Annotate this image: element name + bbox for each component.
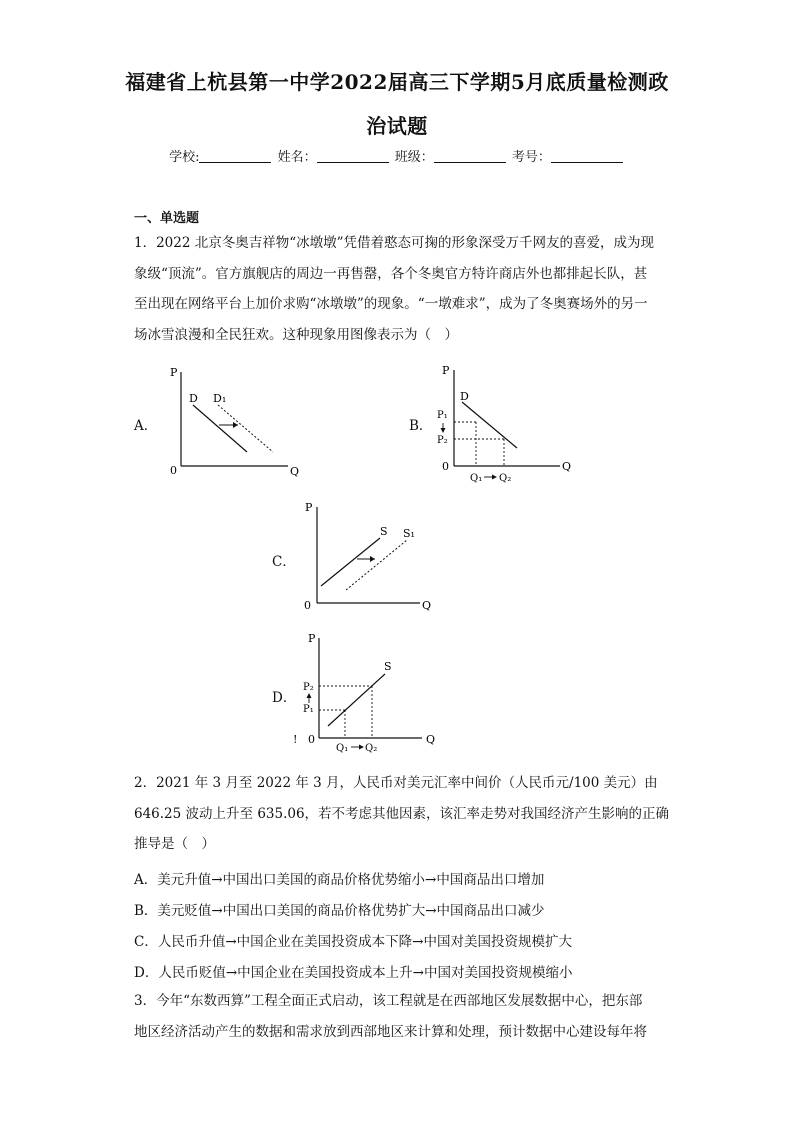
graph-b-p2-label: P₂ <box>437 435 448 446</box>
graph-a-shifted-curve-label: D₁ <box>213 392 227 405</box>
question-3-line: 3．今年“东数西算”工程全面正式启动，该工程就是在西部地区发展数据中心，把东部 <box>134 993 643 1009</box>
question-1-line: 象级“顶流”。官方旗舰店的周边一再售罄，各个冬奥官方特许商店外也都排起长队，甚 <box>134 265 648 282</box>
graph-a-x-label: Q <box>290 465 300 478</box>
graph-d-price-arrow-head <box>307 693 312 698</box>
option-d-label[interactable]: D． <box>272 690 297 706</box>
graph-a-y-label: P <box>170 366 178 379</box>
question-2-option-b[interactable]: B．美元贬值→中国出口美国的商品价格优势扩大→中国商品出口减少 <box>134 903 545 919</box>
graph-d-y-label: P <box>308 632 316 645</box>
graph-d-quantity-arrow-head <box>359 745 364 750</box>
question-1-line: 1．2022 北京冬奥吉祥物“冰墩墩”凭借着憨态可掬的形象深受万千网友的喜爱，成为现 <box>134 235 655 251</box>
graph-a-origin: 0 <box>170 464 177 477</box>
exam-number-label: 考号： <box>511 150 551 165</box>
student-info-row <box>0 146 794 165</box>
graph-d <box>288 628 448 756</box>
question-2-line: 646.25 波动上升至 635.06，若不考虑其他因素，该汇率走势对我国经济产生影响的正确 <box>134 805 670 822</box>
graph-d-stray-mark: ! <box>293 733 298 746</box>
graph-d-p2-label: P₂ <box>303 682 314 693</box>
graph-d-origin: 0 <box>308 733 315 746</box>
graph-a <box>160 362 310 482</box>
question-2-option-c[interactable]: C．人民币升值→中国企业在美国投资成本下降→中国对美国投资规模扩大 <box>134 934 572 950</box>
section-heading: 一、单选题 <box>134 211 200 226</box>
question-2-stem <box>134 768 670 860</box>
graph-c-shifted-supply-curve <box>346 540 407 590</box>
graph-b-p1-label: P₁ <box>437 410 448 421</box>
graph-c-x-label: Q <box>422 599 432 612</box>
graph-c-shifted-curve-label: S₁ <box>403 527 415 540</box>
paper-title-line1: 福建省上杭县第一中学2022届高三下学期5月底质量检测政 <box>125 70 669 94</box>
school-label: 学校: <box>169 150 200 165</box>
graph-c-y-label: P <box>305 501 313 514</box>
question-1-line: 至出现在网络平台上加价求购“冰墩墩”的现象。“一墩难求”，成为了冬奥赛场外的另一 <box>134 296 648 312</box>
graph-a-arrow-head <box>233 422 238 428</box>
graph-d-supply-curve <box>328 674 385 726</box>
question-2-option-d[interactable]: D．人民币贬值→中国企业在美国投资成本上升→中国对美国投资规模缩小 <box>134 965 573 981</box>
graph-a-shifted-demand-curve <box>218 405 273 452</box>
graph-b-y-label: P <box>442 364 450 377</box>
graph-a-demand-curve <box>193 405 247 452</box>
class-blank <box>434 150 506 163</box>
exam-number-blank <box>551 150 623 163</box>
option-a-label[interactable]: A． <box>134 418 158 434</box>
graph-d-q2-label: Q₂ <box>365 743 378 754</box>
graph-d-p1-label: P₁ <box>303 704 314 715</box>
graph-c-supply-curve <box>321 538 380 586</box>
graph-b-curve-label: D <box>460 390 469 403</box>
option-b-label[interactable]: B． <box>409 418 433 434</box>
question-3-stem <box>134 986 662 1047</box>
graph-c-curve-label: S <box>380 525 388 538</box>
name-blank <box>317 150 389 163</box>
graph-b-q2-label: Q₂ <box>499 473 512 484</box>
graph-c-arrow-head <box>370 556 375 562</box>
graph-d-q1-label: Q₁ <box>336 743 349 754</box>
graph-d-x-label: Q <box>426 733 436 746</box>
graph-b-origin: 0 <box>442 460 449 473</box>
class-label: 班级： <box>394 150 434 165</box>
graph-c-origin: 0 <box>304 599 311 612</box>
graph-b-x-label: Q <box>562 460 572 473</box>
graph-b-price-arrow-head <box>441 428 446 433</box>
graph-d-curve-label: S <box>384 660 392 673</box>
question-2-line: 2．2021 年 3 月至 2022 年 3 月，人民币对美元汇率中间价（人民币元/100 美元）由 <box>134 775 658 791</box>
paper-title-line2: 治试题 <box>366 114 428 138</box>
option-c-label[interactable]: C． <box>272 554 296 570</box>
school-blank <box>199 150 271 163</box>
graph-c <box>296 497 446 617</box>
graph-b-quantity-arrow-head <box>492 475 497 480</box>
graph-b-demand-curve <box>462 402 517 448</box>
question-2-option-a[interactable]: A．美元升值→中国出口美国的商品价格优势缩小→中国商品出口增加 <box>134 872 545 888</box>
question-1-stem <box>134 228 662 350</box>
name-label: 姓名： <box>277 150 317 165</box>
graph-b-q1-label: Q₁ <box>470 473 483 484</box>
question-2-line: 推导是（ ） <box>134 836 215 852</box>
question-3-line: 地区经济活动产生的数据和需求放到西部地区来计算和处理，预计数据中心建设每年将 <box>134 1023 647 1040</box>
question-1-line: 场冰雪浪漫和全民狂欢。这种现象用图像表示为（ ） <box>134 326 458 343</box>
graph-b <box>430 360 580 486</box>
graph-a-curve-label: D <box>189 392 198 405</box>
